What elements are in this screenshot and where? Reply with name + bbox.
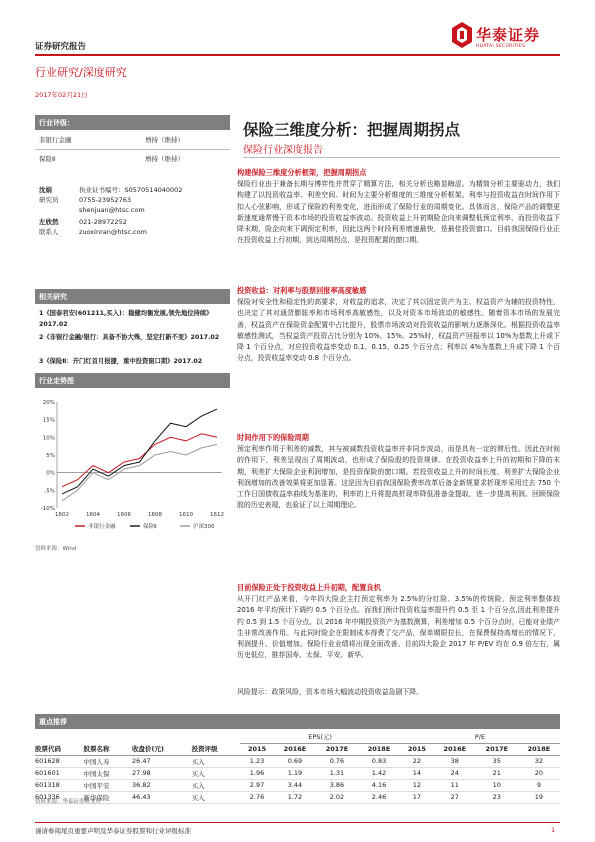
rating-value: 增持（维持）: [145, 155, 184, 163]
trend-header: 行业走势图: [35, 373, 230, 388]
column-header: 股票代码: [35, 745, 61, 754]
table-source: 资料来源：华泰证券研究所: [35, 799, 102, 805]
table-cell: 24: [450, 769, 459, 777]
y-tick-label: -5%: [44, 488, 55, 495]
table-cell: 601318: [35, 781, 60, 789]
trend-chart-svg: [35, 396, 230, 539]
column-header: 2018E: [367, 745, 391, 753]
table-cell: 23: [492, 793, 501, 801]
x-tick-label: 1606: [117, 512, 131, 518]
table-cell: 19: [534, 793, 544, 801]
table-cell: 中国平安: [83, 781, 110, 790]
x-tick-label: 1604: [86, 512, 100, 518]
table-cell: 14: [412, 769, 422, 777]
related-item[interactable]: 1《国泰君安(601211,买入)：稳健均衡发展,领先地位持续》2017.02: [39, 310, 213, 328]
table-cell: 27: [450, 793, 459, 801]
series-line: [62, 434, 217, 487]
table-cell: 买入: [191, 757, 205, 766]
analyst-phone: 021-28972252: [79, 218, 127, 226]
title-divider: [243, 157, 560, 158]
table-cell: 新华保险: [83, 793, 110, 802]
table-cell: 20: [534, 769, 544, 777]
pe-group-label: P/E: [400, 731, 560, 743]
rating-industry: 保险Ⅱ: [39, 155, 56, 163]
section-body: 从开门红产品来看，今年四大险企主打预定利率为 2.5%的分红险、3.5%的传统险，预定利率整体较 2016 年平均预计下调约 0.5 个百分点。而我们预计投资收益率提升约 0.5 至 1 个百分点,因此利差提升约 0.5 到 1.5 个百分点。以 2016 年中期投资资产为基数测算，利差增加 0.5 个百分点时，已能对业绩产生非常改善作用。与此同时险企在限制成本得费了交产品，保单期限拉长，在保费保持高增长的情况下，利润提升、价值增加。保险行业业绩将出现全面改善。目前四大险企 2017 年 P/EV 均在 0.9 倍左右，属历史低位，推荐国寿、太保、平安、新华。: [237, 595, 560, 660]
table-cell: 11: [450, 781, 459, 789]
column-header: 2016E: [443, 745, 467, 753]
brand-name-en: HUATAI SECURITIES: [476, 44, 526, 49]
analyst-block: [39, 185, 229, 237]
legend-label: 非银行金融: [88, 524, 116, 530]
table-row: [35, 779, 560, 791]
section-body: 预定利率作用于利差的减数，其与被减数投资收益率并非同步波动，而是具有一定的滞后性。因此在时间的作用下，利差呈现出了周期波动，也形成了保险股的投资规律。在投资收益率上升的初期和下降的末期，利差扩大保险企业利润增加，是投资保险的窗口期。若投资收益上升的时间长度，利差扩大保险企业利润增加的改善效果将更加显著。这是因为目前我国保险费率改革后备金新规要求折现率采用过去 750 个工作日国债收益率曲线为基准的，利率的上升将提高折现率降低准备金提取，进一步提高利润。回顾保险股的历史表现，也验证了以上周期理论。: [237, 445, 560, 510]
table-cell: 1.31: [329, 769, 345, 777]
table-cell: 4.16: [371, 781, 387, 789]
analyst-phone: 0755-23952763: [79, 196, 131, 204]
column-header: 2018E: [527, 745, 551, 753]
y-tick-label: 0%: [46, 470, 55, 477]
eps-group-label: EPS(元): [240, 731, 400, 743]
rating-header: 行业评级：: [35, 115, 230, 130]
y-tick-label: 10%: [42, 435, 55, 442]
x-tick-label: 1608: [148, 512, 162, 518]
table-cell: 1.19: [287, 769, 303, 777]
page-subtitle: 保险行业深度报告: [243, 145, 323, 156]
table-cell: 36.82: [132, 781, 151, 789]
y-tick-label: 20%: [42, 400, 55, 406]
huatai-logo-icon: [452, 22, 472, 48]
table-body: [35, 755, 560, 803]
column-header: 2017E: [325, 745, 349, 753]
table-cell: 2.76: [249, 793, 265, 801]
chart-source: 资料来源：Wind: [35, 546, 77, 552]
rating-value: 增持（维持）: [145, 136, 184, 144]
report-date: 2017年02月21日: [35, 91, 88, 99]
contact-label: 联系人: [39, 228, 59, 236]
brand-logo: [452, 22, 562, 54]
analyst-name: 左欣然: [39, 218, 59, 226]
table-cell: 10: [492, 781, 501, 789]
table-cell: 1.23: [249, 757, 265, 765]
page-number: 1: [551, 826, 556, 834]
section-heading: 目前保险正处于投资收益上升初期，配置良机: [237, 583, 381, 592]
recommend-header: 重点推荐: [35, 714, 560, 729]
table-cell: 0.76: [329, 757, 345, 765]
doc-type-label: 证券研究报告: [35, 42, 87, 52]
table-cell: 买入: [191, 769, 205, 778]
section-body: 保险行业由于兼备长期与博弈性并贯穿了精算方法，相关分析也略显晦涩。为精简分析主要驱动力，我们构建了以投资收益率、利差空间、时间为主要分析维度的三维度分析框架。利率与投资收益在时间作用下扣人心弦影响，形成了保险的利差变化，进而形成了保险行业的周期变化。具体而言，保险产品的调整更新速度通常慢于资本市场的投资收益率波动。投资收益上升初期险企向来调整低预定利率，而投资收益下降末期，险企向来下调预定利率，因此这两个时段利差增速最快，是最佳投资窗口。目前我国保险行业正在投资收益上行初期，到达周期拐点，是投资配置的窗口期。: [237, 180, 560, 245]
legend-label: 保险Ⅱ: [143, 524, 157, 530]
table-cell: 601336: [35, 793, 60, 801]
table-cell: 12: [412, 781, 422, 789]
footer-disclaimer[interactable]: 谨请参阅尾页重要声明及华泰证券股票和行业评级标准: [35, 827, 191, 835]
table-cell: 3.44: [287, 781, 303, 789]
column-header: 2017E: [485, 745, 509, 753]
table-cell: 601628: [35, 757, 60, 765]
recommend-table: [35, 731, 560, 804]
analyst-name: 沈娟: [39, 186, 52, 194]
table-group-header: [35, 731, 560, 743]
x-tick-label: 1602: [55, 512, 69, 518]
divider: [35, 149, 230, 150]
table-row: [35, 767, 560, 779]
table-cell: 9: [536, 781, 541, 789]
column-header: 2015: [407, 745, 426, 753]
table-cell: 3.86: [329, 781, 345, 789]
rating-industry: 非银行金融: [39, 136, 72, 144]
table-cell: 26.47: [132, 757, 151, 765]
x-tick-label: 1612: [210, 512, 224, 518]
table-cell: 35: [492, 757, 501, 765]
analyst-role: 研究员: [39, 196, 59, 204]
table-cell: 22: [412, 757, 422, 765]
section-heading: 投资收益：对利率与股票回报率高度敏感: [237, 286, 367, 295]
table-cell: 21: [492, 769, 501, 777]
table-cell: 27.98: [132, 769, 151, 777]
x-tick-label: 1610: [179, 512, 193, 518]
table-cell: 1.42: [371, 769, 387, 777]
table-cell: 0.83: [371, 757, 387, 765]
column-header: 收盘价(元): [132, 745, 164, 754]
table-cell: 中国人寿: [83, 757, 110, 766]
report-type: 行业研究/深度研究: [35, 66, 127, 79]
related-item[interactable]: 3《保险Ⅱ：开门红首月报捷，重中投资窗口期》2017.02: [39, 358, 203, 365]
table-cell: 601601: [35, 769, 60, 777]
brand-name-cn: 华泰证券: [476, 26, 541, 44]
table-cell: 32: [534, 757, 544, 765]
analyst-email[interactable]: zuoxinran@htsc.com: [79, 228, 147, 236]
table-row: [35, 791, 560, 803]
industry-trend-chart: [35, 396, 230, 539]
table-row: [35, 755, 560, 767]
table-cell: 买入: [191, 793, 205, 802]
legend-label: 沪深300: [193, 524, 215, 530]
header-divider: [35, 54, 560, 56]
table-cell: 17: [412, 793, 422, 801]
table-cell: 买入: [191, 781, 205, 790]
table-header-row: [35, 743, 560, 755]
column-header: 2016E: [283, 745, 307, 753]
table-cell: 0.69: [287, 757, 303, 765]
section-body: 保险对安全性和稳定性的高要求，对收益的追求，决定了其以固定资产为主、权益资产为辅的投资特性，也决定了其对通货膨胀率和市场利率高敏感性，以及对资本市场波动的敏感性。随着资本市场的发展完善，权益资产在保险资金配置中占比提升，股票市场波动对投资收益的影响力逐渐深化。根据投资收益率敏感性测试，当权益资产投资占比分别为 10%、15%、25%时，权益资产回报率以 10%为基数上升或下降 1 个百分点，对应投资收益率变动 0.1、0.15、0.25 个百分点；利率以 4%为基数上升或下降 1 个百分点，投资收益率变动 0.8 个百分点。: [237, 298, 560, 363]
column-header: 股票名称: [83, 745, 110, 754]
risk-note: 风险提示：政策风险，资本市场大幅波动投资收益急剧下降。: [237, 688, 424, 696]
related-item[interactable]: 2《非银行金融/银行：具备不协大殊，坚定打新不变》2017.02: [39, 334, 220, 341]
table-cell: 中国太保: [83, 769, 110, 778]
table-cell: 2.97: [249, 781, 265, 789]
table-cell: 2.02: [329, 793, 345, 801]
table-cell: 1.96: [249, 769, 265, 777]
table-cell: 38: [450, 757, 459, 765]
y-tick-label: 15%: [42, 417, 55, 424]
column-header: 2015: [248, 745, 267, 753]
page-title: 保险三维度分析：把握周期拐点: [243, 121, 461, 139]
y-tick-label: 5%: [46, 453, 55, 459]
table-cell: 46.43: [132, 793, 151, 801]
table-cell: 1.72: [287, 793, 303, 801]
column-header: 投资评级: [191, 745, 218, 754]
section-heading: 时间作用下的保险周期: [237, 433, 309, 442]
related-header: 相关研究: [35, 289, 230, 304]
section-heading: 构建保险三维度分析框架，把握周期拐点: [237, 168, 367, 177]
rating-row: [39, 135, 229, 146]
y-tick-label: -10%: [40, 506, 55, 512]
footer-divider: [35, 822, 560, 823]
analyst-license: 执业证书编号：S0570514040002: [79, 186, 183, 194]
rating-row: [39, 154, 229, 165]
analyst-email[interactable]: shenjuan@htsc.com: [79, 206, 145, 214]
table-cell: 2.46: [371, 793, 387, 801]
